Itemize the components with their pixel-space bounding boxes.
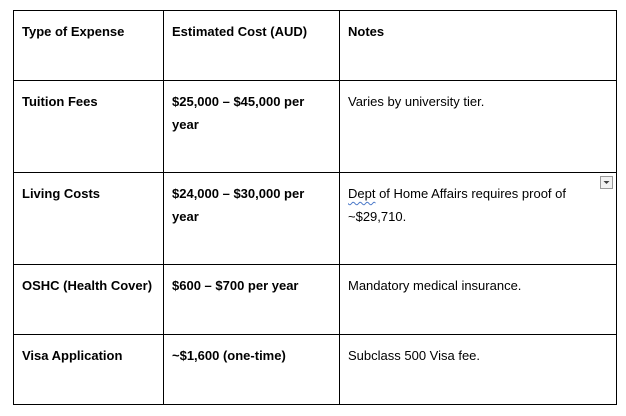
cell-notes[interactable]: Varies by university tier. <box>340 81 617 173</box>
cell-estimated-cost[interactable] <box>164 81 340 173</box>
cell-notes[interactable] <box>340 173 617 265</box>
cell-estimated-cost[interactable] <box>164 173 340 265</box>
cell-notes[interactable]: Subclass 500 Visa fee. <box>340 335 617 405</box>
table-row <box>14 335 617 405</box>
notes-text: ~$29,710. <box>348 209 407 224</box>
cost-line: year <box>172 117 199 132</box>
cell-notes[interactable]: Mandatory medical insurance. <box>340 265 617 335</box>
header-type-of-expense[interactable]: Type of Expense <box>14 11 164 81</box>
cell-expense-type[interactable]: OSHC (Health Cover) <box>14 265 164 335</box>
cost-line: $25,000 – $45,000 per <box>172 94 305 109</box>
cost-line: year <box>172 209 199 224</box>
table-row <box>14 173 617 265</box>
cell-expense-type[interactable]: Tuition Fees <box>14 81 164 173</box>
table-row <box>14 265 617 335</box>
notes-text: of Home Affairs requires proof of <box>375 186 566 201</box>
cell-estimated-cost[interactable]: ~$1,600 (one-time) <box>164 335 340 405</box>
cost-line: $24,000 – $30,000 per <box>172 186 305 201</box>
cell-options-dropdown[interactable] <box>600 176 613 189</box>
header-estimated-cost[interactable]: Estimated Cost (AUD) <box>164 11 340 81</box>
spellcheck-word[interactable]: Dept <box>348 186 376 201</box>
chevron-down-icon <box>601 177 612 188</box>
cell-expense-type[interactable]: Living Costs <box>14 173 164 265</box>
cell-estimated-cost[interactable]: $600 – $700 per year <box>164 265 340 335</box>
header-notes[interactable]: Notes <box>340 11 617 81</box>
expense-table <box>13 10 617 405</box>
cell-expense-type[interactable]: Visa Application <box>14 335 164 405</box>
table-header-row <box>14 11 617 81</box>
table-row <box>14 81 617 173</box>
